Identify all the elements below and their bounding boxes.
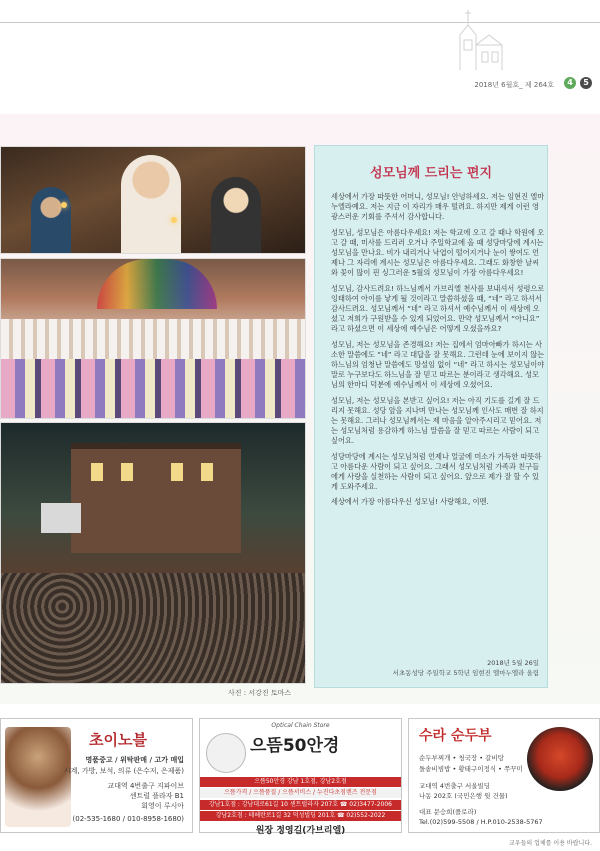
ad-phone: (02-535-1680 / 010-8958-1680)	[72, 815, 184, 823]
ad-line: 으뜸가격 / 으뜸품질 / 으뜸서비스 / 누진다초점렌즈 전문점	[200, 788, 401, 798]
letter-body	[331, 192, 545, 513]
letter-paragraph: 세상에서 가장 아름다우신 성모님! 사랑해요, 이멘.	[331, 497, 489, 507]
evening-mass-photo	[0, 422, 306, 684]
ad-line: 대표 문승희(플로라)	[419, 808, 477, 816]
page-number-left: 4	[564, 77, 576, 89]
ad-illustration	[5, 727, 71, 827]
footnote: 교우들의 업체를 이용 바랍니다.	[509, 840, 592, 847]
ad-line: 강남2호점 : 테헤란로1길 32 덕성빌딩 201호 ☎ 02)552-2022	[200, 811, 401, 821]
letter-paragraph: 성당마당에 계시는 성모님처럼 언제나 얼굴에 미소가 가득한 따뜻하고 아름다운 사람이 되고 싶어요. 그래서 성모님처럼 가족과 친구들에게 사랑을 실천하는 사람이 되고 싶어요. 앞으로 제가 잘 할 수 있게 도와주세요.	[331, 451, 542, 492]
ad-choi-noble	[0, 718, 193, 833]
ad-business-name: 초이노블	[89, 731, 147, 749]
ad-line: 교대역 4번출구 지파이브	[107, 782, 184, 790]
ad-line: 강남1호점 : 강남대로61길 10 센트럴라자 207호 ☎ 02)3477-2006	[200, 800, 401, 810]
ad-phone: Tel.(02)599-5508 / H.P.010-2538-5767	[419, 818, 543, 826]
letter-paragraph: 세상에서 가장 따뜻한 어머니, 성모님! 안녕하세요. 저는 임현진 엘마누엘라예요. 저는 지금 이 자리가 매우 떨려요. 하지만 제게 이런 영광스러운 기회를 주셔서 감사합니다.	[331, 192, 545, 222]
ad-owner: 원장 정영길(가브리엘)	[255, 826, 346, 836]
ad-line: 센트럴 플라자 B1	[129, 792, 184, 800]
ad-line: 명품중고 / 위탁판매 / 고가 매입	[85, 756, 184, 764]
ad-sura	[408, 718, 600, 833]
owner-portrait	[206, 733, 246, 773]
ad-line: 순두부찌개 • 청국장 • 갈비탕	[419, 754, 505, 762]
candlelight-photo	[0, 146, 306, 254]
letter-author: 서초동성당 주일학교 5학년 임현진 엘마누엘라 올림	[392, 669, 539, 677]
letter-paragraph: 성모님, 저는 성모님을 본받고 싶어요! 저는 아직 기도를 길게 잘 드리지 못해요. 성당 앞을 지나며 만나는 성모님께 인사도 매번 잘 하지는 못해요. 그러나 성모님께서는 제 마음을 알아주시리고 믿어요. 저는 성모님처럼 용감하게 하느님 말씀을 잘 믿고 따르는 사람이 되고 싶어요.	[331, 395, 544, 446]
letter-paragraph: 성모님, 감사드려요! 하느님께서 가브리엘 천사를 보내셔서 성령으로 잉태하여 아이를 낳게 될 것이라고 말씀하셨을 때, “네” 라고 하셔서 감사드려요. 성모님께서 “네” 라고 하셔서 예수님께서 이 세상에 오셨고 저희가 구원받을 수 있게 되었어요. 만약 성모님께서 “아니요” 라고 하셨으면 이 세상에 예수님은 어떻게 오셨을까요?	[331, 283, 545, 334]
photo-caption: 사진 : 서강진 토마스	[228, 689, 292, 697]
header-rule	[0, 22, 600, 23]
letter-title: 성모님께 드리는 편지	[369, 166, 493, 181]
church-illustration	[440, 0, 510, 70]
ad-line: 으뜸50안경 강남 1호점, 강남2호점	[200, 777, 401, 787]
ad-line: 나동 202호 (국민은행 뒷 건물)	[419, 792, 508, 800]
letter-paragraph: 성모님, 성모님은 아름다우세요! 저는 학교에 오고 갈 때나 학원에 오고 갈 때, 미사를 드리러 오거나 주일학교에 올 때 성당마당에 계시는 성모님을 만나요. 비가 내리거나 낙엽이 떨어지거나 눈이 쌓여도 언제나 그 자리에 계시는 성모님은 아름다우세요. 그래도 화창한 날씨와 꽃이 많이 핀 싱그러운 5월의 성모님이 가장 아름다우세요!	[331, 227, 545, 278]
letter-box	[314, 145, 548, 688]
choir-photo	[0, 258, 306, 419]
ad-line: 회영이 루시아	[141, 802, 184, 810]
ad-optical	[199, 718, 402, 836]
ad-line: 시계, 가방, 보석, 의류 (은수저, 은제품)	[63, 767, 184, 775]
ad-business-name: 으뜸50안경	[250, 736, 340, 756]
letter-date: 2018년 5월 26일	[487, 659, 539, 667]
letter-paragraph: 성모님, 저는 성모님을 존경해요! 저는 집에서 엄마아빠가 하시는 사소한 말씀에도 “네” 라고 대답을 잘 못해요. 그런데 눈에 보이지 않는 하느님의 엄청난 말씀에도 망설임 없이 “네” 라고 하시는 성모님이야말로 누구보다도 하느님을 잘 믿고 따르는 분이라고 생각해요. 성모님의 한마디 덕분에 예수님께서 이 세상에 오셨어요.	[331, 339, 545, 390]
issue-label: 2018년 6월호_ 제 264호	[474, 81, 554, 89]
page-number-right: 5	[580, 77, 592, 89]
ad-tagline: Optical Chain Store	[271, 722, 330, 729]
ad-line: 교대역 4번출구 서울빌딩	[419, 782, 491, 790]
ad-line: 돌솥비빔밥 • 황태구이정식 • 쭈꾸미	[419, 765, 523, 773]
ad-business-name: 수라 순두부	[419, 728, 492, 744]
ad-food-photo	[527, 727, 593, 791]
